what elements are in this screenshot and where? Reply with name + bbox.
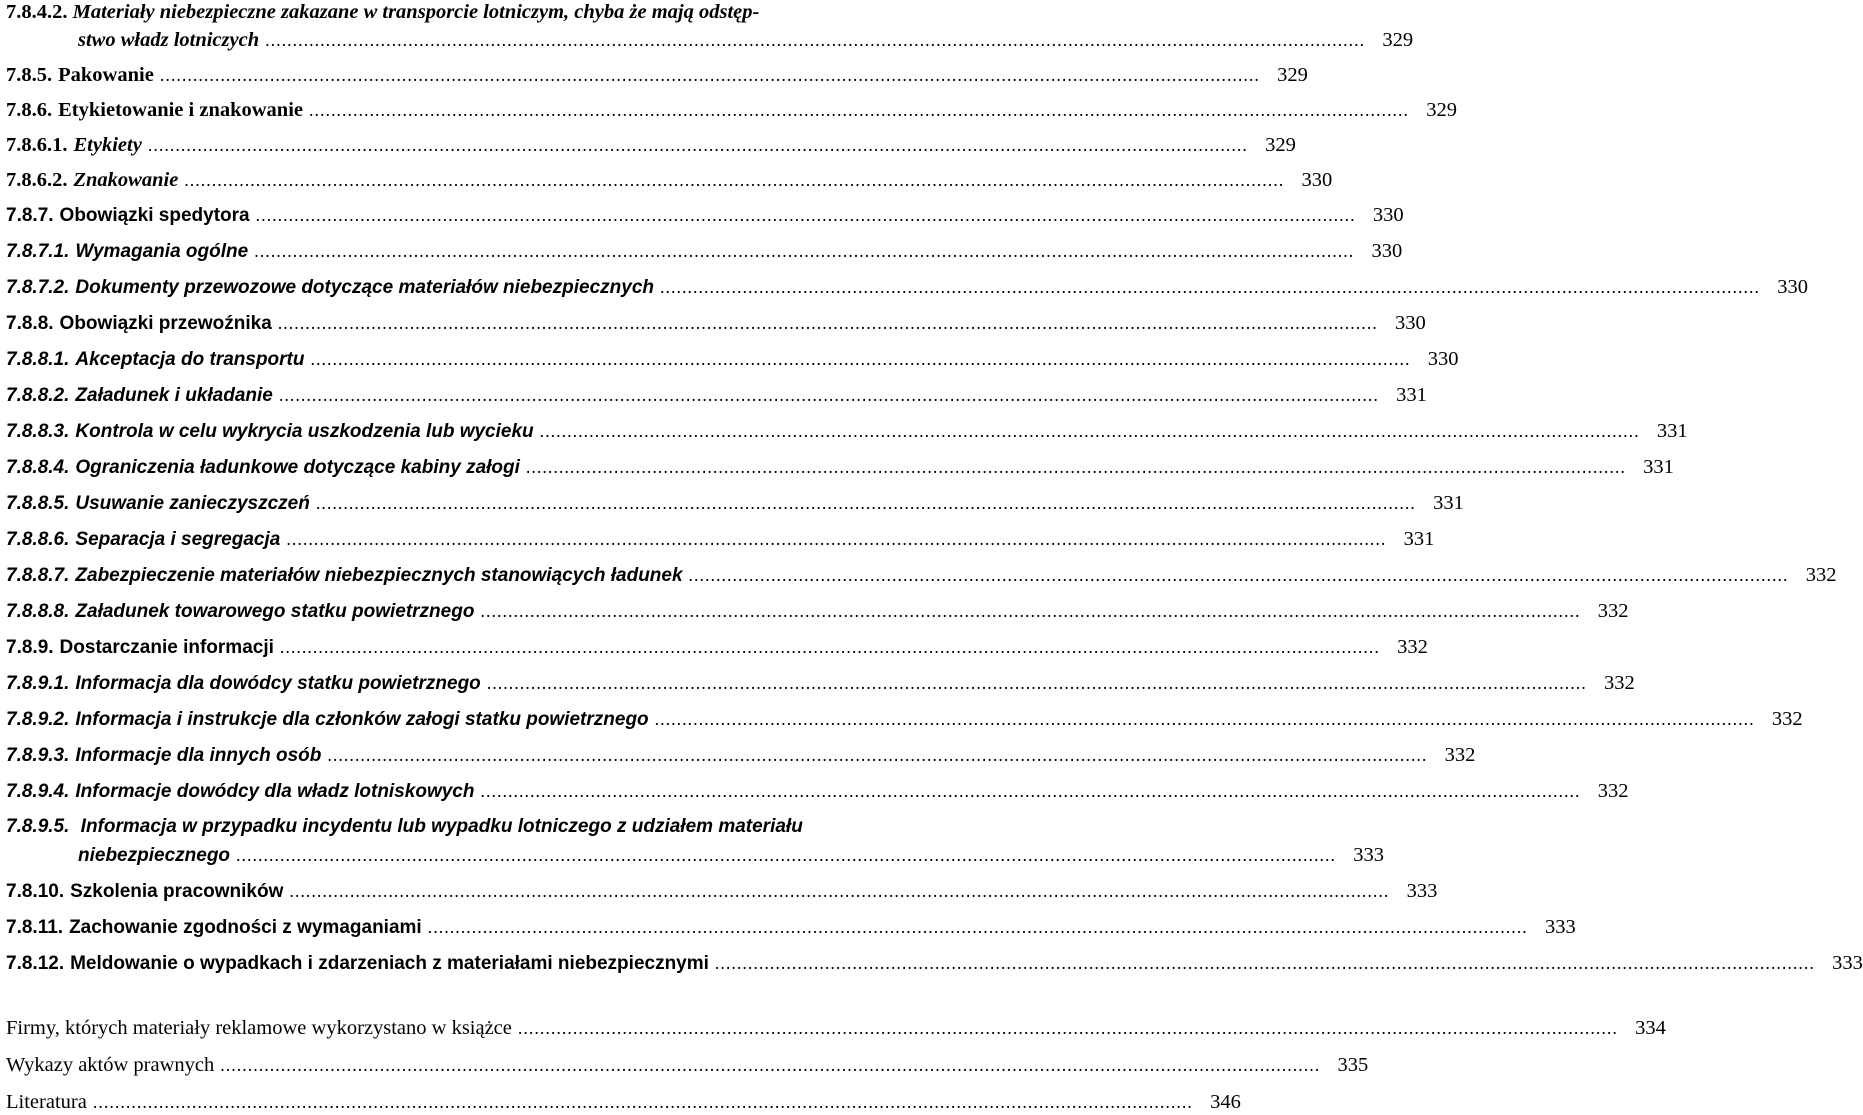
toc-entry-number: 7.8.12. — [6, 953, 65, 974]
toc-entry — [6, 951, 1863, 976]
table-of-contents — [6, 0, 1863, 1114]
toc-leader-dots — [540, 419, 1640, 443]
toc-page-number: 329 — [1382, 29, 1414, 51]
section-gap — [6, 976, 958, 1016]
toc-page-number: 331 — [1433, 492, 1464, 514]
toc-entry-title: Dokumenty przewozowe dotyczące materiałów niebezpiecznych — [75, 277, 654, 298]
toc-entry-title: Kontrola w celu wykrycia uszkodzenia lub wycieku — [75, 421, 534, 442]
toc-entry-title: Szkolenia pracowników — [70, 881, 284, 902]
toc-entry-title: Obowiązki spedytora — [59, 205, 250, 226]
toc-page-number: 332 — [1444, 744, 1476, 766]
toc-entry — [6, 527, 1435, 552]
toc-leader-dots — [309, 98, 1409, 122]
toc-entry-title: Informacja w przypadku incydentu lub wypadku lotniczego z udziałem materiału — [80, 816, 803, 837]
toc-leader-dots — [265, 28, 1365, 52]
toc-entry-title: Akceptacja do transportu — [75, 349, 305, 370]
toc-entry — [6, 743, 1476, 768]
toc-entry — [6, 491, 1464, 516]
toc-entry-title-continued: niebezpiecznego — [78, 845, 231, 866]
toc-leader-dots — [289, 879, 1389, 903]
toc-entry-title: Wymagania ogólne — [75, 241, 249, 262]
toc-entry-title: Usuwanie zanieczyszczeń — [75, 493, 310, 514]
toc-entry-title-continued: stwo władz lotniczych — [78, 29, 260, 51]
toc-entry-number: 7.8.8.3. — [6, 421, 70, 442]
toc-page-number: 334 — [1635, 1017, 1666, 1039]
toc-page-number: 330 — [1777, 276, 1808, 298]
toc-entry-title: Etykiety — [73, 134, 142, 156]
toc-page-number: 331 — [1403, 528, 1435, 550]
toc-entry-number: 7.8.11. — [6, 917, 64, 938]
toc-entry-number: 7.8.9. — [6, 637, 54, 658]
toc-entry-title: Znakowanie — [73, 169, 179, 191]
toc-entry-number: 7.8.6. — [6, 99, 53, 121]
toc-entry-title: Załadunek i układanie — [75, 385, 273, 406]
toc-leader-dots — [327, 743, 1427, 767]
toc-entry — [6, 347, 1459, 372]
toc-entry-title: Wykazy aktów prawnych — [6, 1054, 215, 1076]
toc-leader-dots — [715, 951, 1815, 975]
toc-leader-dots — [655, 707, 1755, 731]
toc-entry — [6, 311, 1426, 336]
toc-entry — [6, 0, 1414, 52]
toc-entry — [6, 239, 1403, 264]
toc-entry-title: Materiały niebezpieczne zakazane w transporcie lotniczym, chyba że mają odstęp- — [72, 1, 760, 23]
toc-leader-dots — [316, 491, 1416, 515]
toc-page-number: 332 — [1805, 564, 1837, 586]
toc-entry-line — [6, 815, 958, 839]
toc-leader-dots — [256, 203, 1356, 227]
toc-entry-title: Załadunek towarowego statku powietrznego — [75, 601, 475, 622]
toc-leader-dots — [278, 311, 1378, 335]
toc-entry-number: 7.8.8.6. — [6, 529, 70, 550]
toc-leader-dots — [311, 347, 1411, 371]
toc-entry-title: Separacja i segregacja — [75, 529, 281, 550]
toc-entry-number: 7.8.9.1. — [6, 673, 70, 694]
toc-leader-dots — [184, 168, 1284, 192]
toc-entry — [6, 707, 1803, 732]
toc-entry-number: 7.8.7.2. — [6, 277, 70, 298]
toc-entry-number: 7.8.8. — [6, 313, 54, 334]
toc-entry-number: 7.8.8.4. — [6, 457, 70, 478]
toc-entry — [6, 275, 1808, 300]
toc-page-number: 332 — [1604, 672, 1635, 694]
toc-page-number: 330 — [1395, 312, 1426, 334]
toc-leader-dots — [286, 527, 1386, 551]
toc-page-number: 330 — [1372, 204, 1404, 226]
toc-page-number: 330 — [1427, 348, 1459, 370]
toc-entry — [6, 779, 1629, 804]
toc-entry-number: 7.8.6.2. — [6, 169, 68, 191]
toc-entry-title: Ograniczenia ładunkowe dotyczące kabiny załogi — [75, 457, 520, 478]
toc-leader-dots — [254, 239, 1354, 263]
toc-entry-title: Etykietowanie i znakowanie — [58, 99, 303, 121]
toc-page-number: 331 — [1643, 456, 1674, 478]
toc-leader-dots — [526, 455, 1626, 479]
toc-leader-dots — [660, 275, 1760, 299]
toc-entry-number: 7.8.8.5. — [6, 493, 70, 514]
toc-page-number: 332 — [1597, 600, 1629, 622]
toc-entry-number: 7.8.8.2. — [6, 385, 70, 406]
toc-entry-number: 7.8.9.5. — [6, 816, 70, 837]
toc-entry-number: 7.8.8.7. — [6, 565, 70, 586]
toc-entry-line — [6, 28, 1414, 52]
toc-page-number: 332 — [1597, 780, 1629, 802]
toc-leader-dots — [93, 1090, 1193, 1114]
toc-entry-number: 7.8.8.1. — [6, 349, 70, 370]
toc-page-number: 329 — [1426, 99, 1457, 121]
toc-page-number: 346 — [1210, 1091, 1241, 1113]
toc-entry — [6, 98, 1457, 122]
toc-page-number: 331 — [1656, 420, 1688, 442]
toc-entry-title: Dostarczanie informacji — [59, 637, 274, 658]
toc-entry-number: 7.8.5. — [6, 64, 53, 86]
toc-leader-dots — [518, 1016, 1618, 1040]
toc-page-number: 329 — [1265, 134, 1296, 156]
toc-leader-dots — [148, 133, 1248, 157]
toc-entry-number: 7.8.7.1. — [6, 241, 70, 262]
toc-entry-title: Literatura — [6, 1091, 87, 1113]
toc-entry-number: 7.8.8.8. — [6, 601, 70, 622]
toc-page-number: 333 — [1406, 880, 1438, 902]
toc-leader-dots — [487, 671, 1587, 695]
toc-leader-dots — [220, 1053, 1320, 1077]
toc-entry-number: 7.8.6.1. — [6, 134, 68, 156]
toc-entry — [6, 133, 1296, 157]
toc-entry — [6, 203, 1404, 228]
toc-entry-number: 7.8.9.3. — [6, 745, 70, 766]
toc-entry-number: 7.8.9.2. — [6, 709, 70, 730]
toc-entry-title: Zachowanie zgodności z wymaganiami — [69, 917, 422, 938]
toc-entry — [6, 455, 1674, 480]
toc-entry-line — [6, 843, 1385, 868]
toc-page-number: 335 — [1337, 1054, 1369, 1076]
toc-leader-dots — [689, 563, 1789, 587]
toc-page-number: 330 — [1371, 240, 1403, 262]
toc-leader-dots — [480, 599, 1580, 623]
toc-page-number: 329 — [1277, 64, 1308, 86]
toc-entry — [6, 383, 1427, 408]
toc-leader-dots — [279, 383, 1379, 407]
toc-entry — [6, 599, 1629, 624]
toc-entry-line — [6, 0, 958, 24]
toc-leader-dots — [236, 843, 1336, 867]
toc-entry-number: 7.8.7. — [6, 205, 54, 226]
toc-entry — [6, 63, 1308, 87]
toc-entry-number: 7.8.10. — [6, 881, 65, 902]
toc-entry-number: 7.8.4.2. — [6, 1, 68, 23]
toc-entry-title: Obowiązki przewoźnika — [59, 313, 272, 334]
toc-entry-title: Meldowanie o wypadkach i zdarzeniach z materiałami niebezpiecznymi — [70, 953, 709, 974]
toc-page-number: 332 — [1771, 708, 1803, 730]
toc-entry-title: Informacje dowódcy dla władz lotniskowych — [75, 781, 475, 802]
toc-page-number: 333 — [1832, 952, 1863, 974]
toc-page-number: 333 — [1544, 916, 1576, 938]
toc-entry — [6, 635, 1428, 660]
toc-appendix-entry — [6, 1053, 1369, 1077]
toc-entry — [6, 915, 1576, 940]
toc-leader-dots — [160, 63, 1260, 87]
toc-leader-dots — [428, 915, 1528, 939]
toc-appendix-entry — [6, 1090, 1241, 1114]
toc-entry — [6, 168, 1333, 192]
toc-appendix-entry — [6, 1016, 1666, 1040]
toc-page-number: 330 — [1301, 169, 1333, 191]
toc-entry-title: Pakowanie — [58, 64, 154, 86]
toc-entry — [6, 563, 1837, 588]
toc-entry — [6, 419, 1688, 444]
toc-entry — [6, 815, 1385, 868]
toc-entry-title: Zabezpieczenie materiałów niebezpiecznych stanowiących ładunek — [75, 565, 683, 586]
toc-entry — [6, 671, 1635, 696]
toc-entry-title: Informacja i instrukcje dla członków załogi statku powietrznego — [75, 709, 649, 730]
toc-entry — [6, 879, 1438, 904]
toc-page-number: 333 — [1353, 844, 1385, 866]
toc-entry-title: Informacje dla innych osób — [75, 745, 322, 766]
toc-entry-title: Firmy, których materiały reklamowe wykorzystano w książce — [6, 1017, 512, 1039]
toc-page-number: 332 — [1397, 636, 1428, 658]
toc-page-number: 331 — [1396, 384, 1427, 406]
toc-entry-title: Informacja dla dowódcy statku powietrznego — [75, 673, 481, 694]
toc-leader-dots — [480, 779, 1580, 803]
toc-entry-number: 7.8.9.4. — [6, 781, 70, 802]
toc-leader-dots — [280, 635, 1380, 659]
